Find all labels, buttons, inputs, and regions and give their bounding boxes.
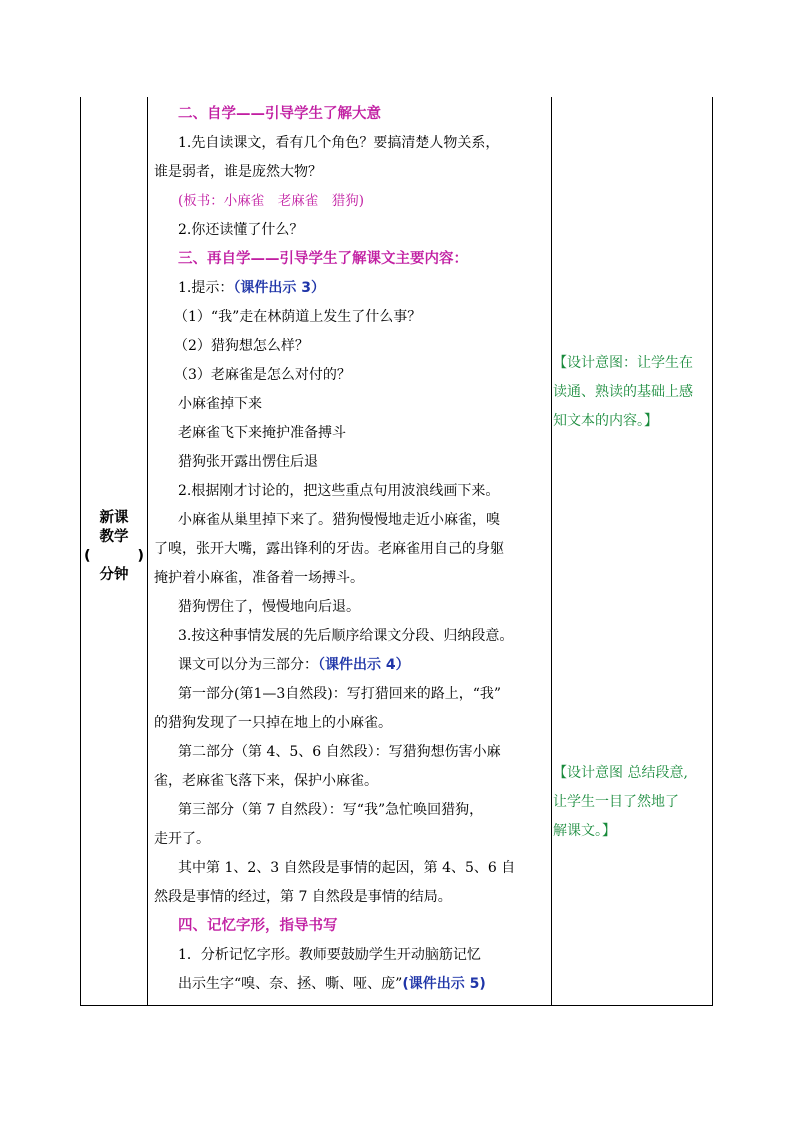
text-line: 掩护着小麻雀，准备着一场搏斗。 (154, 570, 364, 586)
design-note-line: 【设计意图 总结段意, (553, 765, 688, 781)
design-note-line: 【设计意图：让学生在 (553, 355, 693, 371)
board-note: (板书：小麻雀 老麻雀 猎狗) (178, 193, 365, 209)
text-line: 3.按这种事情发展的先后顺序给课文分段、归纳段意。 (178, 628, 514, 644)
text-line: 第三部分（第 7 自然段）：写“我”急忙唤回猎狗， (178, 802, 484, 818)
courseware-reference: (课件出示 5) (402, 976, 486, 992)
text-line: 猎狗愣住了，慢慢地向后退。 (178, 599, 360, 615)
text-line: 2.根据刚才讨论的，把这些重点句用波浪线画下来。 (178, 483, 500, 499)
text-line: 小麻雀从巢里掉下来了。猎狗慢慢地走近小麻雀，嗅 (178, 512, 500, 528)
column-divider (551, 97, 552, 1005)
row-label-line: 新课 (99, 510, 129, 526)
question-line: （1）“我”走在林荫道上发生了什么事？ (174, 309, 422, 325)
design-note (553, 349, 710, 436)
paren-close: ) (137, 548, 144, 564)
text-line: 其中第 1、2、3 自然段是事情的起因，第 4、5、6 自 (178, 860, 516, 876)
text-line: 的猎狗发现了一只掉在地上的小麻雀。 (154, 715, 392, 731)
courseware-reference: （课件出示 4） (318, 657, 410, 673)
lesson-table (80, 97, 713, 1006)
text-line: 雀，老麻雀飞落下来，保护小麻雀。 (154, 773, 378, 789)
section-heading-writing: 四、记忆字形，指导书写 (178, 918, 338, 934)
courseware-reference: （课件出示 3） (233, 280, 325, 296)
text-line: 1．分析记忆字形。教师要鼓励学生开动脑筋记忆 (178, 947, 481, 963)
section-heading-main-content: 三、再自学——引导学生了解课文主要内容： (178, 251, 468, 267)
design-note-line: 让学生一目了然地了 (553, 794, 679, 810)
paren-open: ( (84, 548, 91, 564)
text-line: 然段是事情的经过，第 7 自然段是事情的结局。 (154, 889, 452, 905)
text-line: 走开了。 (154, 831, 210, 847)
text-line: 了嗅，张开大嘴，露出锋利的牙齿。老麻雀用自己的身躯 (154, 541, 504, 557)
summary-line: 猎狗张开露出愣住后退 (178, 454, 318, 470)
row-label-new-lesson (81, 509, 147, 585)
text-line: 第一部分(第1—3自然段)：写打猎回来的路上，“我” (178, 686, 502, 702)
section-heading-self-study: 二、自学——引导学生了解大意 (178, 106, 381, 122)
summary-line: 小麻雀掉下来 (178, 396, 262, 412)
design-note (553, 759, 710, 846)
column-divider (147, 97, 148, 1005)
text-line (178, 651, 547, 680)
text-line (178, 970, 547, 999)
text-line: 第二部分（第 4、5、6 自然段）：写猎狗想伤害小麻 (178, 744, 501, 760)
text-line: 1.先自读课文，看有几个角色？要搞清楚人物关系， (178, 135, 500, 151)
question-line: （2）猎狗想怎么样？ (174, 338, 309, 354)
row-label-duration (81, 547, 147, 566)
design-note-line: 读通、熟读的基础上感 (553, 384, 693, 400)
text-line: 2.你还读懂了什么？ (178, 222, 304, 238)
design-note-line: 解课文。】 (553, 823, 616, 839)
row-label-line: 分钟 (99, 567, 129, 583)
summary-line: 老麻雀飞下来掩护准备搏斗 (178, 425, 346, 441)
text-span: 1.提示： (178, 280, 234, 296)
text-span: 出示生字“嗅、奈、拯、嘶、哑、庞” (178, 976, 403, 992)
text-line: 谁是弱者，谁是庞然大物？ (154, 164, 322, 180)
row-label-line: 教学 (99, 529, 129, 545)
question-line: （3）老麻雀是怎么对付的？ (174, 367, 351, 383)
text-span: 课文可以分为三部分： (178, 657, 318, 673)
text-line (178, 274, 547, 303)
design-note-line: 知文本的内容。】 (553, 413, 658, 429)
